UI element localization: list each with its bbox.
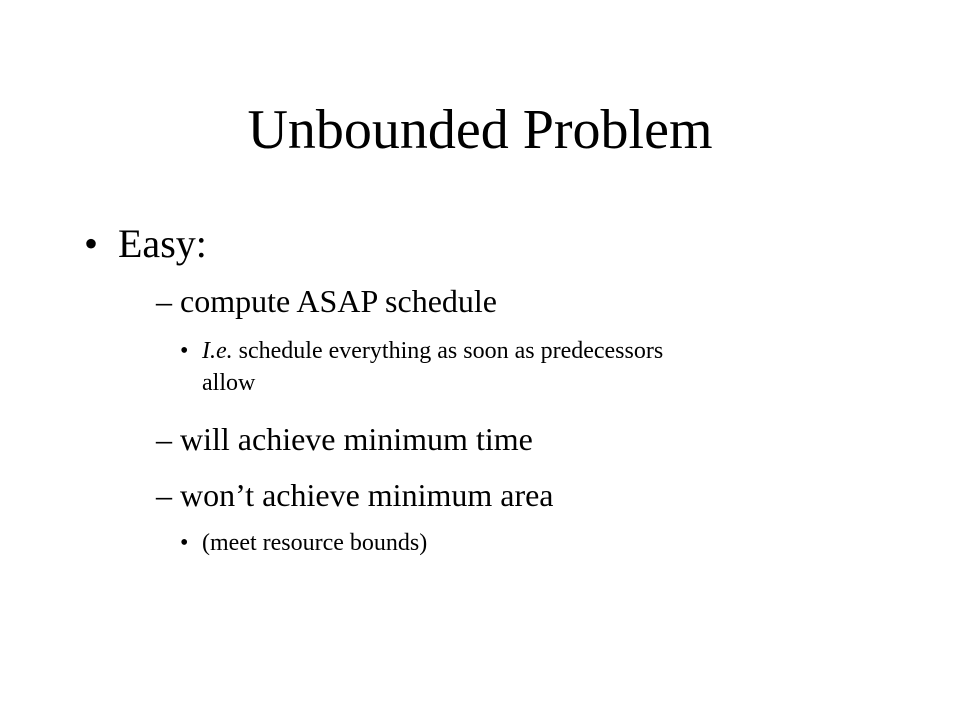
subitem-minimum-area xyxy=(156,475,656,515)
subsubitem-ie-schedule xyxy=(180,336,840,366)
italic-prefix: I.e. xyxy=(202,338,233,364)
subsubitem-continuation-text: allow xyxy=(202,370,256,396)
subitem-text: won’t achieve minimum area xyxy=(180,477,554,513)
dash-marker: – xyxy=(156,477,172,513)
subsubitem-main-text: schedule everything as soon as predecessors xyxy=(232,338,664,364)
subitem-text: will achieve minimum time xyxy=(180,421,533,457)
bullet-marker: • xyxy=(84,221,99,266)
dash-marker: – xyxy=(156,283,172,319)
subsubitem-resource-bounds xyxy=(180,528,580,558)
bullet-marker: • xyxy=(180,530,189,556)
subsubitem-text: (meet resource bounds) xyxy=(202,530,428,556)
bullet-text: Easy: xyxy=(118,221,207,266)
subitem-text: compute ASAP schedule xyxy=(180,283,497,319)
slide-title: Unbounded Problem xyxy=(247,99,713,161)
bullet-item-easy xyxy=(84,220,384,268)
subitem-minimum-time xyxy=(156,419,656,459)
subsubitem-text xyxy=(202,336,663,366)
dash-marker: – xyxy=(156,421,172,457)
bullet-marker: • xyxy=(180,338,189,364)
subsubitem-continuation xyxy=(202,368,402,398)
subitem-compute-asap xyxy=(156,281,656,321)
